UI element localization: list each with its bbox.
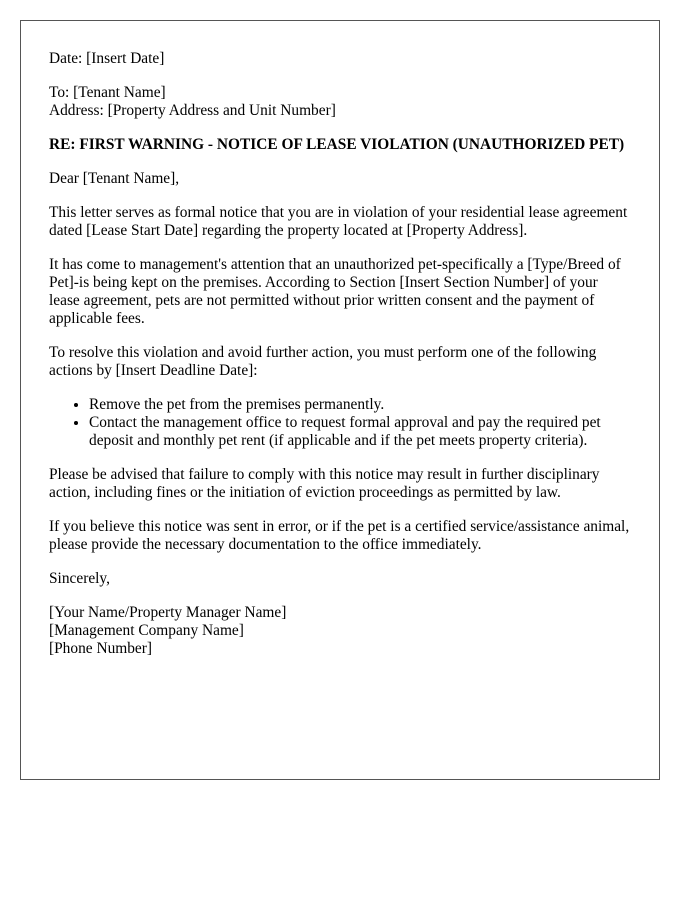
signature-name: [Your Name/Property Manager Name] bbox=[49, 604, 287, 621]
service-animal-paragraph: If you believe this notice was sent in error, or if the pet is a certified service/assistance animal, please provide the necessary documentation to the office immediately. bbox=[49, 518, 630, 553]
required-actions-list bbox=[49, 396, 631, 450]
consequence-paragraph: Please be advised that failure to comply with this notice may result in further disciplinary action, including fines or the initiation of eviction proceedings as permitted by law. bbox=[49, 466, 600, 501]
letter-document bbox=[20, 20, 660, 780]
signature-company: [Management Company Name] bbox=[49, 622, 244, 639]
date-line: Date: [Insert Date] bbox=[49, 50, 165, 67]
salutation: Dear [Tenant Name], bbox=[49, 170, 180, 187]
list-item: • Contact the management office to request formal approval and pay the required pet deposit and monthly pet rent (if applicable and if the pet meets property criteria). bbox=[89, 414, 631, 450]
recipient-address-line: Address: [Property Address and Unit Number] bbox=[49, 102, 336, 119]
closing: Sincerely, bbox=[49, 570, 110, 587]
resolve-paragraph: To resolve this violation and avoid further action, you must perform one of the following actions by [Insert Deadline Date]: bbox=[49, 344, 597, 379]
recipient-block bbox=[49, 84, 631, 120]
violation-paragraph: It has come to management's attention that an unauthorized pet-specifically a [Type/Breed of Pet]-is being kept on the premises. According to Section [Insert Section Number] of your lease agreement, pets are not permitted without prior written consent and the payment of applicable fees. bbox=[49, 256, 621, 327]
list-item: • Remove the pet from the premises permanently. bbox=[89, 396, 631, 414]
letter-header bbox=[49, 50, 631, 68]
subject-line: RE: FIRST WARNING - NOTICE OF LEASE VIOLATION (UNAUTHORIZED PET) bbox=[49, 136, 625, 153]
signature-phone: [Phone Number] bbox=[49, 640, 153, 657]
signature-block bbox=[49, 604, 631, 658]
intro-paragraph: This letter serves as formal notice that you are in violation of your residential lease agreement dated [Lease Start Date] regarding the property located at [Property Address]. bbox=[49, 204, 628, 239]
recipient-name-line: To: [Tenant Name] bbox=[49, 84, 166, 101]
